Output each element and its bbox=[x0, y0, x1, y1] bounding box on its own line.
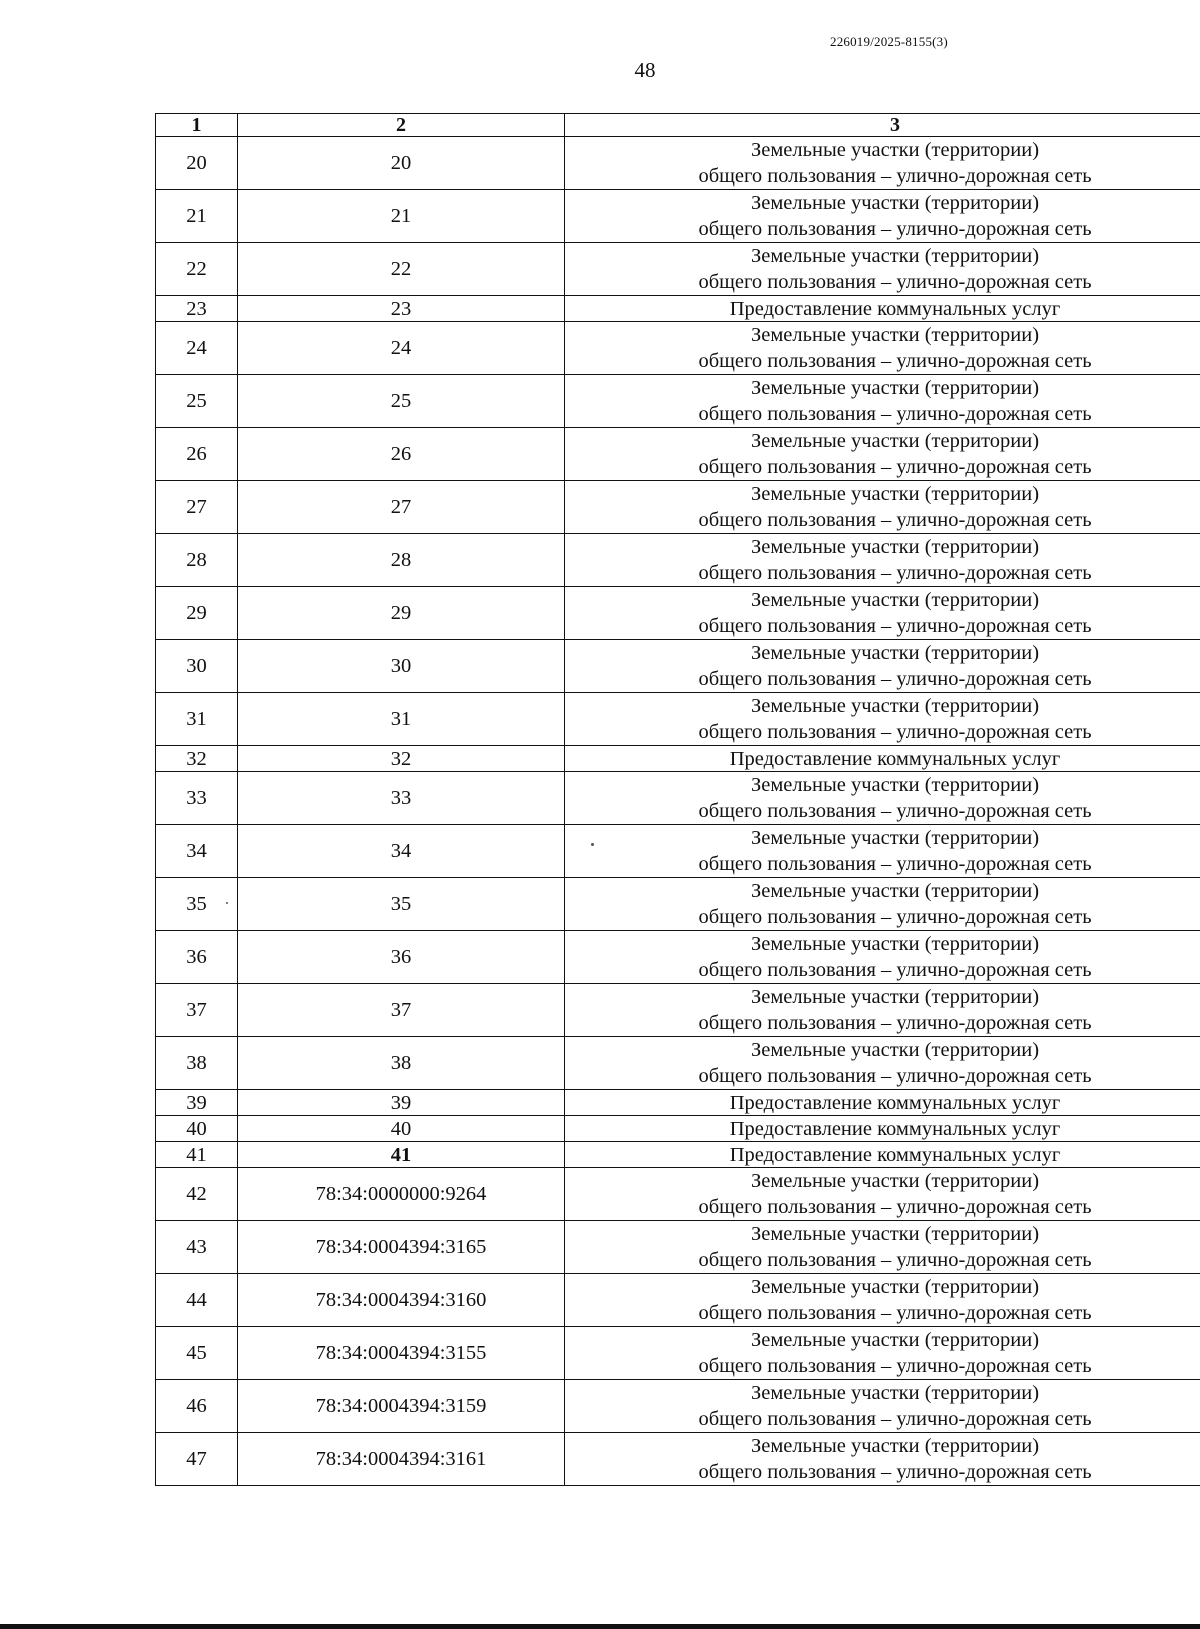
scan-bottom-edge bbox=[0, 1624, 1200, 1629]
table-row bbox=[156, 428, 1200, 481]
table-row bbox=[156, 1274, 1200, 1327]
parcel-id-cell: 32 bbox=[238, 746, 565, 772]
table-row bbox=[156, 878, 1200, 931]
document-registration-number: 226019/2025-8155(3) bbox=[830, 34, 948, 49]
scan-speck bbox=[226, 902, 228, 904]
parcel-id-cell: 33 bbox=[238, 772, 565, 825]
description-line: общего пользования – улично-дорожная сеть bbox=[698, 403, 1092, 425]
table-row bbox=[156, 931, 1200, 984]
row-number-cell: 36 bbox=[156, 931, 238, 984]
table-row bbox=[156, 1168, 1200, 1221]
parcel-id-cell: 37 bbox=[238, 984, 565, 1037]
register-table-body bbox=[156, 114, 1200, 1486]
row-number-cell: 23 bbox=[156, 296, 238, 322]
description-cell bbox=[565, 481, 1200, 534]
description-line: Земельные участки (территории) bbox=[750, 827, 1040, 849]
description-line: Земельные участки (территории) bbox=[750, 774, 1040, 796]
description-line: общего пользования – улично-дорожная сеть bbox=[698, 906, 1092, 928]
description-line: Земельные участки (территории) bbox=[750, 1223, 1040, 1245]
description-cell bbox=[565, 375, 1200, 428]
description-line: Земельные участки (территории) bbox=[750, 1276, 1040, 1298]
description-line: общего пользования – улично-дорожная сеть bbox=[698, 271, 1092, 293]
parcel-id-cell: 78:34:0004394:3161 bbox=[238, 1433, 565, 1486]
table-row bbox=[156, 375, 1200, 428]
table-row bbox=[156, 587, 1200, 640]
description-line: общего пользования – улично-дорожная сеть bbox=[698, 509, 1092, 531]
description-line: общего пользования – улично-дорожная сеть bbox=[698, 456, 1092, 478]
description-cell bbox=[565, 534, 1200, 587]
description-line: Земельные участки (территории) bbox=[750, 1435, 1040, 1457]
description-cell bbox=[565, 640, 1200, 693]
column-header-1: 1 bbox=[156, 114, 238, 137]
description-line: Земельные участки (территории) bbox=[750, 483, 1040, 505]
parcel-id-cell: 29 bbox=[238, 587, 565, 640]
parcel-id-cell: 78:34:0000000:9264 bbox=[238, 1168, 565, 1221]
parcel-id-cell: 23 bbox=[238, 296, 565, 322]
row-number-cell: 44 bbox=[156, 1274, 238, 1327]
description-line: Земельные участки (территории) bbox=[750, 1329, 1040, 1351]
parcel-id-cell: 34 bbox=[238, 825, 565, 878]
description-line: Предоставление коммунальных услуг bbox=[729, 747, 1061, 770]
table-row bbox=[156, 1433, 1200, 1486]
description-line: Земельные участки (территории) bbox=[750, 933, 1040, 955]
parcel-id-cell: 30 bbox=[238, 640, 565, 693]
description-cell bbox=[565, 984, 1200, 1037]
row-number-cell: 37 bbox=[156, 984, 238, 1037]
description-line: Земельные участки (территории) bbox=[750, 377, 1040, 399]
row-number-cell: 26 bbox=[156, 428, 238, 481]
description-cell bbox=[565, 746, 1200, 772]
register-table bbox=[155, 113, 1200, 1486]
row-number-cell: 38 bbox=[156, 1037, 238, 1090]
table-header-row bbox=[156, 114, 1200, 137]
description-cell bbox=[565, 1168, 1200, 1221]
description-line: Предоставление коммунальных услуг bbox=[729, 1091, 1061, 1114]
description-cell bbox=[565, 931, 1200, 984]
row-number-cell: 42 bbox=[156, 1168, 238, 1221]
row-number-cell: 35 bbox=[156, 878, 238, 931]
description-line: Земельные участки (территории) bbox=[750, 1170, 1040, 1192]
description-line: общего пользования – улично-дорожная сеть bbox=[698, 1012, 1092, 1034]
parcel-id-cell: 41 bbox=[238, 1142, 565, 1168]
description-cell bbox=[565, 1380, 1200, 1433]
description-cell bbox=[565, 1327, 1200, 1380]
row-number-cell: 21 bbox=[156, 190, 238, 243]
row-number-cell: 39 bbox=[156, 1090, 238, 1116]
description-cell bbox=[565, 1433, 1200, 1486]
table-row bbox=[156, 825, 1200, 878]
parcel-id-cell: 25 bbox=[238, 375, 565, 428]
page-number: 48 bbox=[634, 58, 656, 82]
description-line: общего пользования – улично-дорожная сеть bbox=[698, 218, 1092, 240]
table-row bbox=[156, 693, 1200, 746]
description-line: Земельные участки (территории) bbox=[750, 245, 1040, 267]
table-row bbox=[156, 137, 1200, 190]
description-line: Предоставление коммунальных услуг bbox=[729, 1143, 1061, 1166]
table-row bbox=[156, 296, 1200, 322]
description-cell bbox=[565, 1274, 1200, 1327]
description-line: общего пользования – улично-дорожная сеть bbox=[698, 1302, 1092, 1324]
description-line: Земельные участки (территории) bbox=[750, 695, 1040, 717]
row-number-cell: 24 bbox=[156, 322, 238, 375]
row-number-cell: 45 bbox=[156, 1327, 238, 1380]
row-number-cell: 47 bbox=[156, 1433, 238, 1486]
parcel-id-cell: 36 bbox=[238, 931, 565, 984]
table-row bbox=[156, 190, 1200, 243]
table-row bbox=[156, 640, 1200, 693]
row-number-cell: 22 bbox=[156, 243, 238, 296]
table-row bbox=[156, 772, 1200, 825]
description-cell bbox=[565, 137, 1200, 190]
row-number-cell: 31 bbox=[156, 693, 238, 746]
parcel-id-cell: 40 bbox=[238, 1116, 565, 1142]
table-row bbox=[156, 1090, 1200, 1116]
parcel-id-cell: 22 bbox=[238, 243, 565, 296]
description-line: общего пользования – улично-дорожная сеть bbox=[698, 1408, 1092, 1430]
description-line: Предоставление коммунальных услуг bbox=[729, 297, 1061, 320]
row-number-cell: 40 bbox=[156, 1116, 238, 1142]
description-cell bbox=[565, 693, 1200, 746]
parcel-id-cell: 20 bbox=[238, 137, 565, 190]
description-line: общего пользования – улично-дорожная сеть bbox=[698, 853, 1092, 875]
parcel-id-cell: 78:34:0004394:3159 bbox=[238, 1380, 565, 1433]
row-number-cell: 27 bbox=[156, 481, 238, 534]
table-row bbox=[156, 1116, 1200, 1142]
description-cell bbox=[565, 1037, 1200, 1090]
parcel-id-cell: 38 bbox=[238, 1037, 565, 1090]
table-row bbox=[156, 1142, 1200, 1168]
description-line: общего пользования – улично-дорожная сеть bbox=[698, 562, 1092, 584]
description-line: общего пользования – улично-дорожная сеть bbox=[698, 1461, 1092, 1483]
parcel-id-cell: 24 bbox=[238, 322, 565, 375]
description-line: Земельные участки (территории) bbox=[750, 1039, 1040, 1061]
parcel-id-cell: 21 bbox=[238, 190, 565, 243]
description-line: Земельные участки (территории) bbox=[750, 536, 1040, 558]
column-header-3: 3 bbox=[565, 114, 1200, 137]
row-number-cell: 33 bbox=[156, 772, 238, 825]
description-cell bbox=[565, 878, 1200, 931]
description-line: Земельные участки (территории) bbox=[750, 642, 1040, 664]
table-row bbox=[156, 1380, 1200, 1433]
description-line: общего пользования – улично-дорожная сеть bbox=[698, 1249, 1092, 1271]
description-line: общего пользования – улично-дорожная сеть bbox=[698, 800, 1092, 822]
row-number-cell: 32 bbox=[156, 746, 238, 772]
description-line: общего пользования – улично-дорожная сеть bbox=[698, 1065, 1092, 1087]
description-cell bbox=[565, 428, 1200, 481]
table-row bbox=[156, 984, 1200, 1037]
column-header-2: 2 bbox=[238, 114, 565, 137]
description-cell bbox=[565, 1142, 1200, 1168]
description-cell bbox=[565, 587, 1200, 640]
table-row bbox=[156, 534, 1200, 587]
table-row bbox=[156, 1221, 1200, 1274]
description-line: Земельные участки (территории) bbox=[750, 324, 1040, 346]
scan-speck bbox=[591, 843, 594, 846]
description-line: общего пользования – улично-дорожная сеть bbox=[698, 165, 1092, 187]
row-number-cell: 30 bbox=[156, 640, 238, 693]
row-number-cell: 28 bbox=[156, 534, 238, 587]
row-number-cell: 29 bbox=[156, 587, 238, 640]
row-number-cell: 43 bbox=[156, 1221, 238, 1274]
description-cell bbox=[565, 322, 1200, 375]
description-cell bbox=[565, 243, 1200, 296]
description-line: общего пользования – улично-дорожная сеть bbox=[698, 668, 1092, 690]
row-number-cell: 41 bbox=[156, 1142, 238, 1168]
table-row bbox=[156, 1037, 1200, 1090]
description-line: Земельные участки (территории) bbox=[750, 986, 1040, 1008]
description-cell bbox=[565, 190, 1200, 243]
description-cell bbox=[565, 772, 1200, 825]
parcel-id-cell: 26 bbox=[238, 428, 565, 481]
description-line: Земельные участки (территории) bbox=[750, 139, 1040, 161]
description-line: общего пользования – улично-дорожная сеть bbox=[698, 1196, 1092, 1218]
parcel-id-cell: 78:34:0004394:3165 bbox=[238, 1221, 565, 1274]
description-line: Земельные участки (территории) bbox=[750, 880, 1040, 902]
description-line: общего пользования – улично-дорожная сеть bbox=[698, 350, 1092, 372]
parcel-id-cell: 78:34:0004394:3160 bbox=[238, 1274, 565, 1327]
description-line: Земельные участки (территории) bbox=[750, 430, 1040, 452]
description-cell bbox=[565, 1116, 1200, 1142]
description-cell bbox=[565, 1090, 1200, 1116]
table-row bbox=[156, 481, 1200, 534]
description-line: Земельные участки (территории) bbox=[750, 1382, 1040, 1404]
description-line: Земельные участки (территории) bbox=[750, 192, 1040, 214]
description-cell bbox=[565, 296, 1200, 322]
table-row bbox=[156, 243, 1200, 296]
parcel-id-cell: 27 bbox=[238, 481, 565, 534]
description-line: общего пользования – улично-дорожная сеть bbox=[698, 615, 1092, 637]
row-number-cell: 25 bbox=[156, 375, 238, 428]
description-line: Предоставление коммунальных услуг bbox=[729, 1117, 1061, 1140]
row-number-cell: 46 bbox=[156, 1380, 238, 1433]
description-line: Земельные участки (территории) bbox=[750, 589, 1040, 611]
parcel-id-cell: 28 bbox=[238, 534, 565, 587]
parcel-id-cell: 39 bbox=[238, 1090, 565, 1116]
table-row bbox=[156, 322, 1200, 375]
row-number-cell: 34 bbox=[156, 825, 238, 878]
description-line: общего пользования – улично-дорожная сеть bbox=[698, 959, 1092, 981]
description-cell bbox=[565, 825, 1200, 878]
description-cell bbox=[565, 1221, 1200, 1274]
row-number-cell: 20 bbox=[156, 137, 238, 190]
parcel-id-cell: 31 bbox=[238, 693, 565, 746]
parcel-id-cell: 35 bbox=[238, 878, 565, 931]
table-row bbox=[156, 1327, 1200, 1380]
description-line: общего пользования – улично-дорожная сеть bbox=[698, 1355, 1092, 1377]
table-row bbox=[156, 746, 1200, 772]
parcel-id-cell: 78:34:0004394:3155 bbox=[238, 1327, 565, 1380]
description-line: общего пользования – улично-дорожная сеть bbox=[698, 721, 1092, 743]
